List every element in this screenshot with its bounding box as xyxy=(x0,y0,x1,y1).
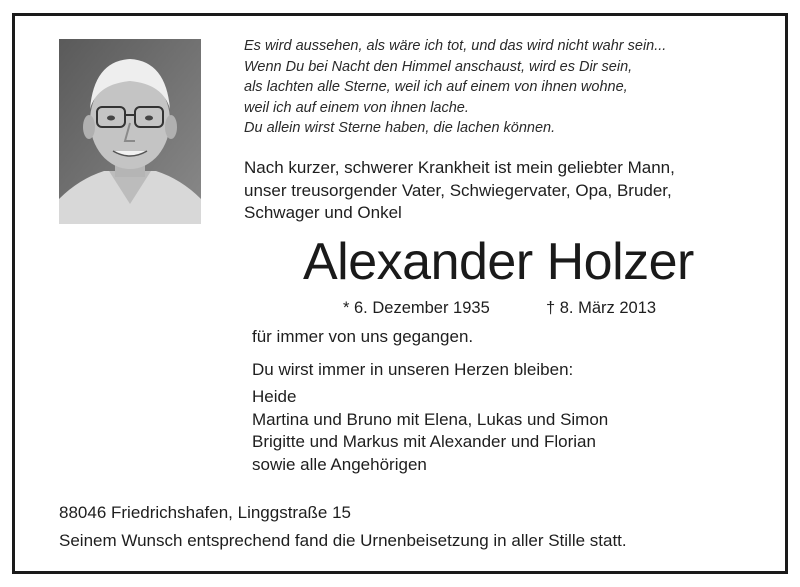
portrait-photo xyxy=(59,39,201,224)
intro-line: Nach kurzer, schwerer Krankheit ist mein geliebter Mann, xyxy=(244,158,675,177)
poem-line: Du allein wirst Sterne haben, die lachen können. xyxy=(244,120,556,136)
mourner-line: Martina und Bruno mit Elena, Lukas und Simon xyxy=(252,409,609,429)
passed-away-text: für immer von uns gegangen. xyxy=(252,327,474,346)
poem-line: Es wird aussehen, als wäre ich tot, und das wird nicht wahr sein... xyxy=(244,38,667,54)
death-date: † 8. März 2013 xyxy=(546,299,657,317)
mourner-line: sowie alle Angehörigen xyxy=(252,454,427,474)
mourner-line: Brigitte und Markus mit Alexander und Florian xyxy=(252,432,596,451)
mourners-list xyxy=(252,386,608,476)
intro-line: Schwager und Onkel xyxy=(244,203,402,222)
address-line: 88046 Friedrichshafen, Linggstraße 15 xyxy=(59,503,352,522)
burial-notice: Seinem Wunsch entsprechend fand die Urnenbeisetzung in aller Stille statt. xyxy=(59,531,627,550)
deceased-name: Alexander Holzer xyxy=(303,233,694,291)
poem-line: weil ich auf einem von ihnen lache. xyxy=(244,99,469,116)
remembrance-text: Du wirst immer in unseren Herzen bleiben: xyxy=(252,360,574,379)
intro-text xyxy=(244,157,764,225)
poem-quote xyxy=(244,36,764,139)
intro-line: unser treusorgender Vater, Schwiegervater, Opa, Bruder, xyxy=(244,180,672,200)
mourner-line: Heide xyxy=(252,387,297,406)
life-dates xyxy=(343,297,657,319)
birth-date: * 6. Dezember 1935 xyxy=(343,299,490,317)
poem-line: Wenn Du bei Nacht den Himmel anschaust, wird es Dir sein, xyxy=(244,58,633,75)
poem-line: als lachten alle Sterne, weil ich auf einem von ihnen wohne, xyxy=(244,79,628,95)
